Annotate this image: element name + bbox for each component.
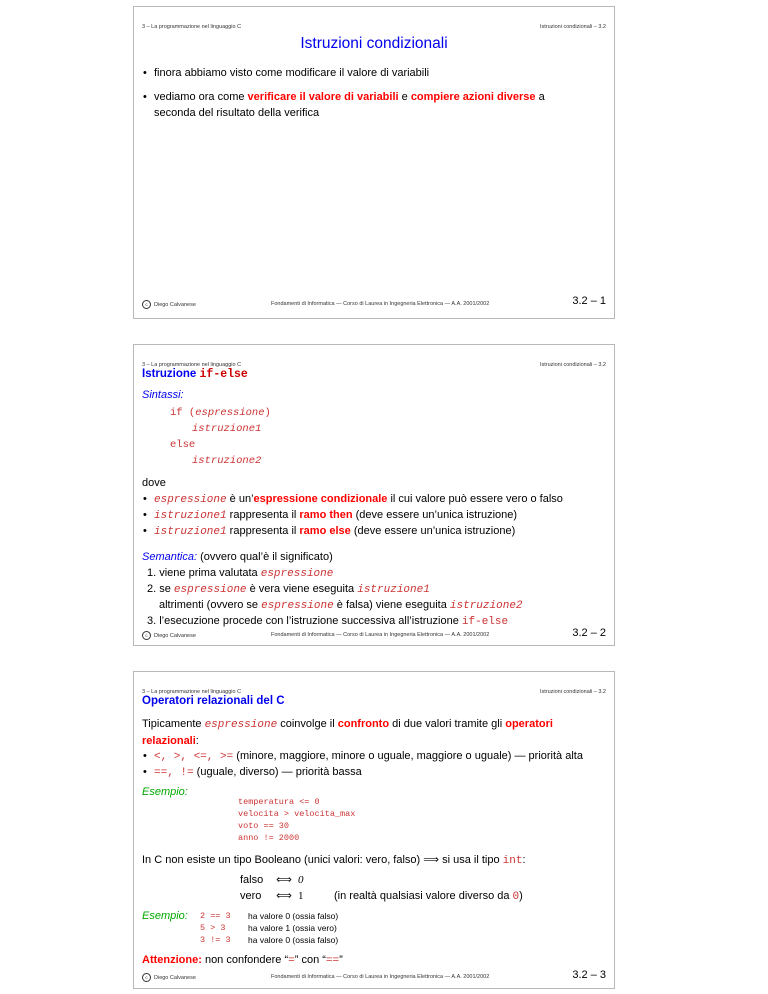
semantics-step-continuation: altrimenti (ovvero se espressione è falsa) viene eseguita istruzione2 xyxy=(159,599,523,612)
slide-header-left: 3 – La programmazione nel linguaggio C xyxy=(142,24,242,30)
example-label: Esempio: xyxy=(142,786,188,798)
bullet-item: • vediamo ora come verificare il valore di variabili e compiere azioni diverse a seconda del risultato della verifica xyxy=(143,91,545,119)
bullet-dot-icon: • xyxy=(143,766,147,778)
boolean-mapping: falso ⟺ 0 vero ⟺ 1 (in realtà qualsiasi valore diverso da 0) xyxy=(240,874,523,903)
semantics-heading: Semantica: (ovvero qual’è il significato) xyxy=(142,551,333,563)
iff-arrow-icon: ⟺ xyxy=(276,874,292,886)
example-values: ha valore 0 (ossia falso) ha valore 1 (ossia vero) ha valore 0 (ossia falso) xyxy=(248,911,339,945)
bullet-item: • <, >, <=, >= (minore, maggiore, minore o uguale, maggiore o uguale) — priorità alta xyxy=(143,750,583,763)
bullet-item: • istruzione1 rappresenta il ramo then (deve essere un’unica istruzione) xyxy=(143,509,518,522)
bullet-item: • espressione è un’espressione condizionale il cui valore può essere vero o falso xyxy=(143,493,563,506)
code-block: if (espressione) istruzione1 else istruzione2 xyxy=(170,407,271,467)
bullet-dot-icon: • xyxy=(143,91,147,103)
slide-3 xyxy=(133,671,615,989)
page-number: 3.2 – 2 xyxy=(572,627,606,639)
slide-header-left: 3 – La programmazione nel linguaggio C xyxy=(142,362,242,368)
footer-course: Fondamenti di Informatica — Corso di Laurea in Ingegneria Elettronica — A.A. 2001/2002 xyxy=(271,632,490,638)
copyright-icon: c xyxy=(142,631,151,640)
slide-2 xyxy=(133,344,615,646)
bullet-item: • ==, != (uguale, diverso) — priorità bassa xyxy=(143,766,362,779)
footer-course: Fondamenti di Informatica — Corso di Laurea in Ingegneria Elettronica — A.A. 2001/2002 xyxy=(271,974,490,980)
page-number: 3.2 – 1 xyxy=(572,295,606,307)
syntax-label: Sintassi: xyxy=(142,389,184,401)
slide-title: Operatori relazionali del C xyxy=(142,695,285,707)
bullet-dot-icon: • xyxy=(143,493,147,505)
bullet-dot-icon: • xyxy=(143,525,147,537)
example-code: temperatura <= 0 velocita > velocita_max voto == 30 anno != 2000 xyxy=(238,797,356,843)
footer-course: Fondamenti di Informatica — Corso di Laurea in Ingegneria Elettronica — A.A. 2001/2002 xyxy=(271,301,490,307)
slide-header-right: Istruzioni condizionali – 3.2 xyxy=(539,362,606,368)
copyright-icon: c xyxy=(142,300,151,309)
bullet-dot-icon: • xyxy=(143,509,147,521)
implies-arrow-icon: ⟹ xyxy=(423,854,440,866)
semantics-step: 1. viene prima valutata espressione xyxy=(147,567,334,580)
bullet-item: • istruzione1 rappresenta il ramo else (deve essere un’unica istruzione) xyxy=(143,525,516,538)
bullet-item: • finora abbiamo visto come modificare il valore di variabili xyxy=(143,67,430,79)
slide-header-left: 3 – La programmazione nel linguaggio C xyxy=(142,689,242,695)
page-number: 3.2 – 3 xyxy=(572,969,606,981)
dove-label: dove xyxy=(142,477,166,489)
intro-paragraph: Tipicamente espressione coinvolge il confronto di due valori tramite gli operatori relazionali: xyxy=(142,718,553,747)
example-label: Esempio: xyxy=(142,910,188,922)
slide-1 xyxy=(133,6,615,319)
copyright-icon: c xyxy=(142,973,151,982)
attention-note: Attenzione: non confondere “=” con “==” xyxy=(142,954,343,967)
slide-title: Istruzione if-else xyxy=(142,368,248,381)
example-code: 2 == 3 5 > 3 3 != 3 xyxy=(200,911,231,945)
slide-header-right: Istruzioni condizionali – 3.2 xyxy=(539,689,606,695)
footer-author: c Diego Calvanese xyxy=(142,300,196,309)
footer-author: c Diego Calvanese xyxy=(142,973,196,982)
semantics-step: 2. se espressione è vera viene eseguita istruzione1 xyxy=(147,583,430,596)
iff-arrow-icon: ⟺ xyxy=(276,890,292,902)
slide-header-right: Istruzioni condizionali – 3.2 xyxy=(539,24,606,30)
boolean-paragraph: In C non esiste un tipo Booleano (unici valori: vero, falso) ⟹ si usa il tipo int: xyxy=(142,854,526,867)
slide-title: Istruzioni condizionali xyxy=(300,35,448,52)
bullet-dot-icon: • xyxy=(143,67,147,79)
footer-author: c Diego Calvanese xyxy=(142,631,196,640)
semantics-step: 3. l’esecuzione procede con l’istruzione successiva all’istruzione if-else xyxy=(147,615,509,628)
bullet-dot-icon: • xyxy=(143,750,147,762)
